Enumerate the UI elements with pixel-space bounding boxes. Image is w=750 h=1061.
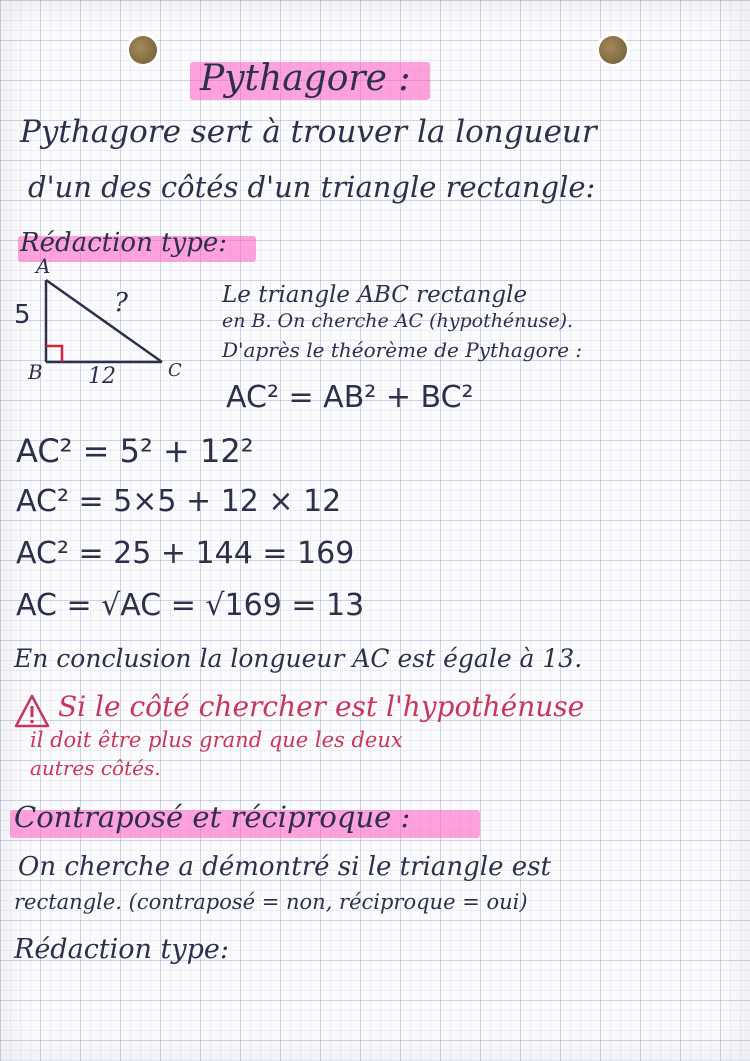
section2-redaction-label: Rédaction type:: [14, 934, 229, 965]
intro-line-2: d'un des côtés d'un triangle rectangle:: [28, 170, 596, 204]
warning-icon: [14, 694, 50, 728]
pythagore-formula: AC² = AB² + BC²: [226, 380, 474, 415]
punch-hole-left: [129, 36, 157, 64]
vertex-c-label: C: [168, 360, 182, 381]
right-angle-mark: [46, 346, 62, 362]
section2-title: Contraposé et réciproque :: [14, 800, 411, 834]
warning-line-1: Si le côté chercher est l'hypothénuse: [58, 690, 585, 723]
statement-line-3: D'après le théorème de Pythagore :: [222, 338, 583, 362]
vertex-a-label: A: [36, 254, 51, 278]
redaction-type-label: Rédaction type:: [20, 228, 228, 258]
conclusion-text: En conclusion la longueur AC est égale à 13.: [14, 644, 583, 673]
side-ac: [46, 280, 162, 362]
calc-step-1: AC² = 5² + 12²: [16, 432, 254, 470]
side-ab-label: 5: [14, 300, 31, 330]
warning-line-2: il doit être plus grand que les deux: [30, 728, 403, 752]
statement-line-2: en B. On cherche AC (hypothénuse).: [222, 310, 574, 332]
section2-line-2: rectangle. (contraposé = non, réciproque = oui): [14, 890, 528, 914]
vertex-b-label: B: [28, 360, 43, 384]
intro-line-1: Pythagore sert à trouver la longueur: [20, 114, 597, 150]
calc-step-4: AC = √AC = √169 = 13: [16, 588, 365, 623]
calc-step-3: AC² = 25 + 144 = 169: [16, 536, 355, 571]
calc-step-2: AC² = 5×5 + 12 × 12: [16, 484, 342, 519]
statement-line-1: Le triangle ABC rectangle: [222, 282, 528, 308]
side-ac-label: ?: [114, 288, 128, 318]
page-title: Pythagore :: [200, 58, 411, 99]
section2-line-1: On cherche a démontré si le triangle est: [18, 852, 551, 882]
punch-hole-right: [599, 36, 627, 64]
side-bc-label: 12: [88, 364, 116, 389]
warning-line-3: autres côtés.: [30, 756, 161, 780]
